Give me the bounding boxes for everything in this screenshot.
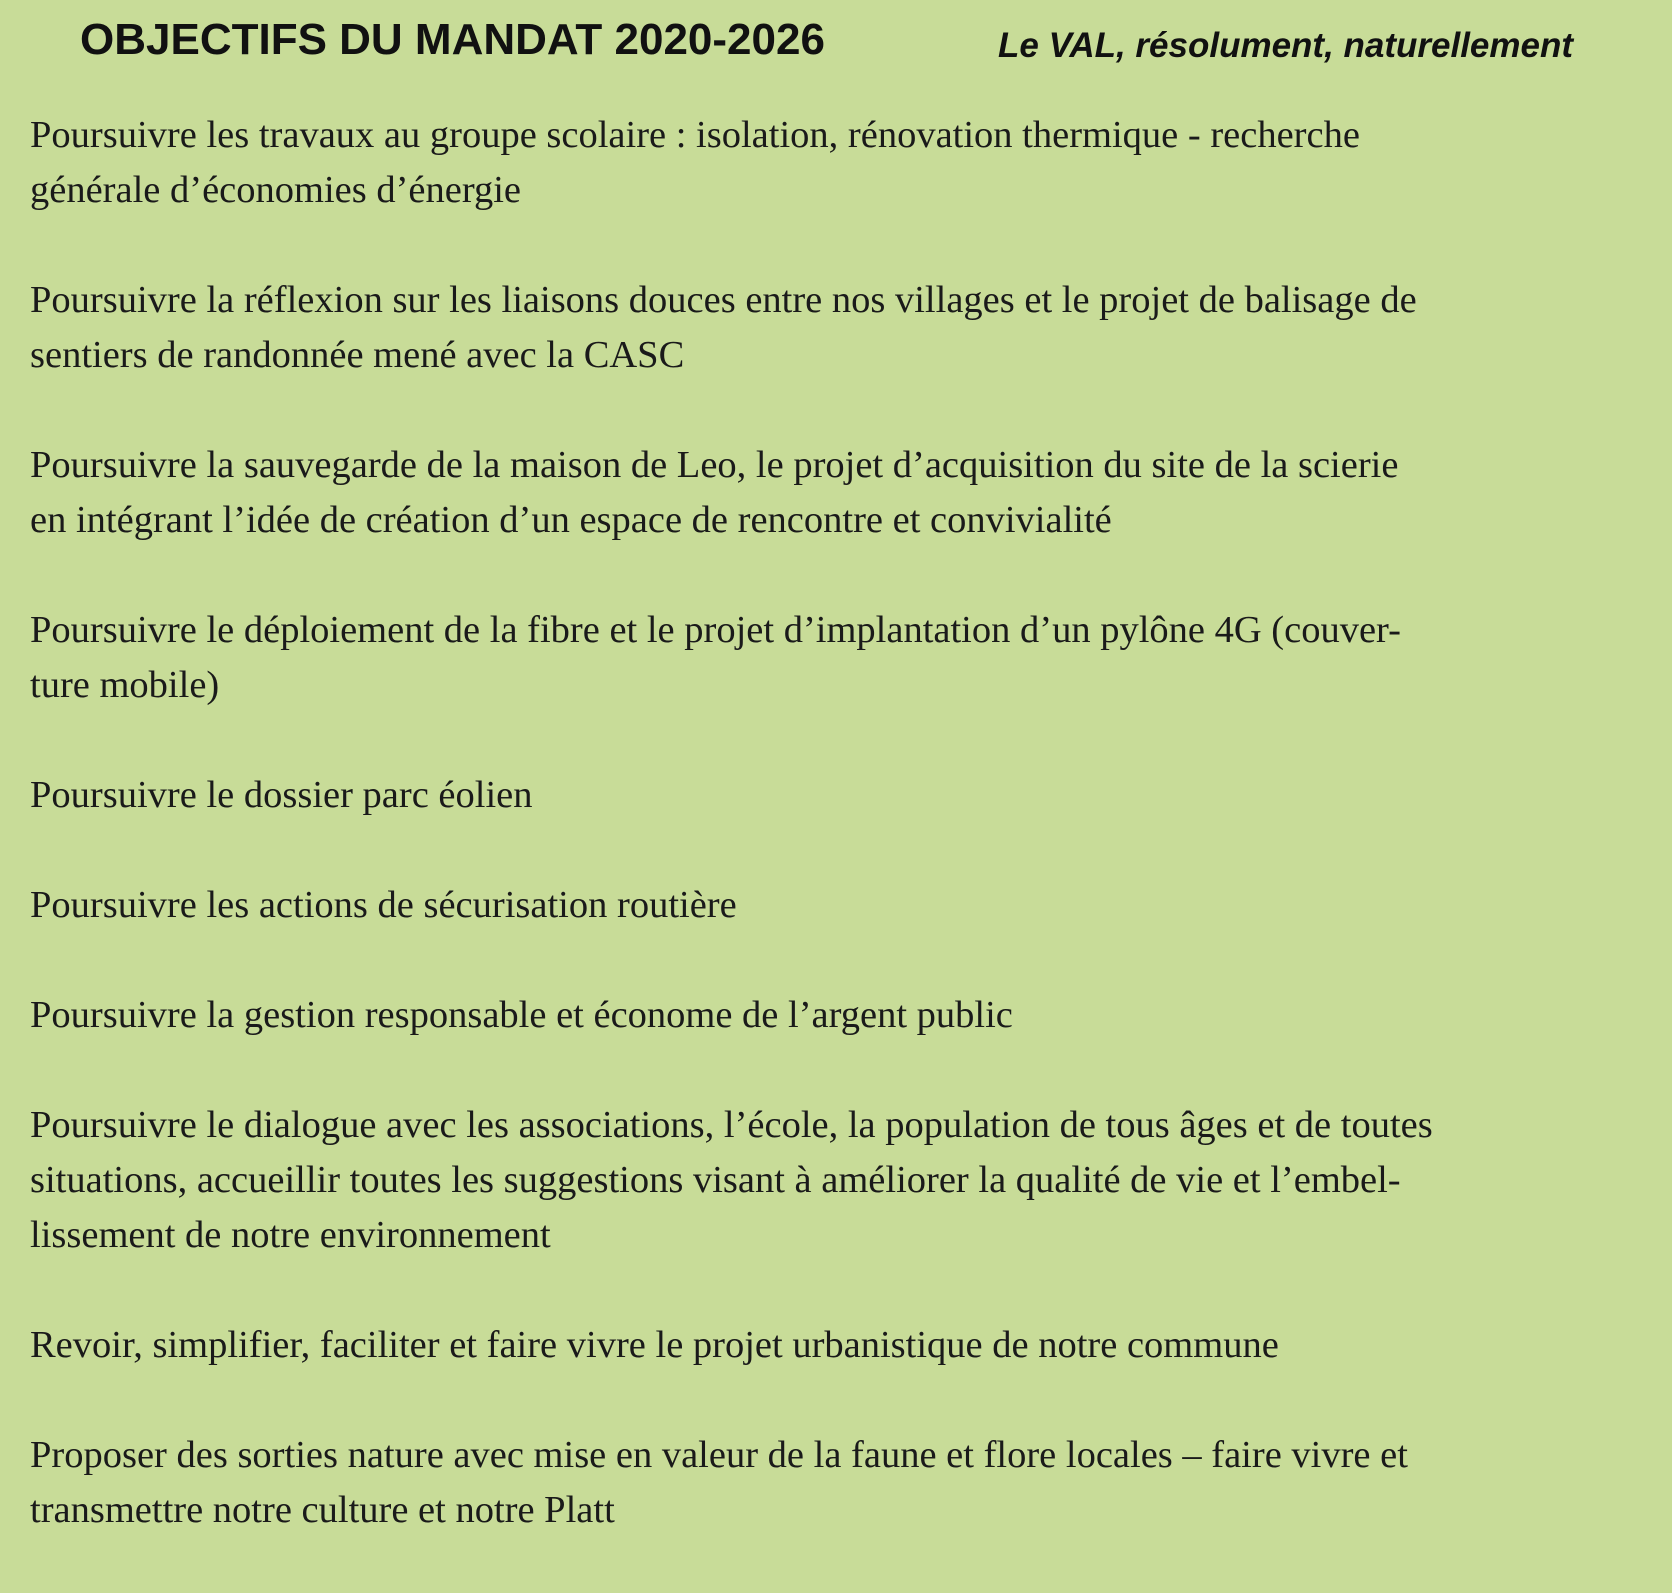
page-title: OBJECTIFS DU MANDAT 2020-2026 — [80, 15, 825, 64]
objective-item: Poursuivre les actions de sécurisation routière — [30, 884, 737, 926]
page-header — [80, 12, 1640, 72]
objective-item: Revoir, simplifier, faciliter et faire vivre le projet urbanistique de notre commune — [30, 1324, 1279, 1366]
objective-item: Poursuivre la sauvegarde de la maison de Leo, le projet d’acquisition du site de la scierie en intégrant l’idée de création d’un espace de rencontre et convivialité — [30, 444, 1399, 541]
objective-item: Poursuivre les travaux au groupe scolaire : isolation, rénovation thermique - recherche générale d’économies d’énergie — [30, 114, 1360, 211]
objectives-list — [30, 108, 1660, 1593]
objective-item: Poursuivre le dialogue avec les associations, l’école, la population de tous âges et de toutes situations, accueillir toutes les suggestions visant à améliorer la qualité de vie et l’embel- lissement de notre environnement — [30, 1104, 1433, 1256]
objective-item: Poursuivre la gestion responsable et économe de l’argent public — [30, 994, 1013, 1036]
objective-item: Poursuivre le dossier parc éolien — [30, 774, 533, 816]
objective-item: Poursuivre le déploiement de la fibre et le projet d’implantation d’un pylône 4G (couver- ture mobile) — [30, 609, 1401, 706]
page-subtitle: Le VAL, résolument, naturellement — [998, 26, 1574, 65]
objective-item: Poursuivre la réflexion sur les liaisons douces entre nos villages et le projet de balisage de sentiers de randonnée mené avec la CASC — [30, 279, 1417, 376]
objective-item: Proposer des sorties nature avec mise en valeur de la faune et flore locales – faire vivre et transmettre notre culture et notre Platt — [30, 1434, 1408, 1531]
